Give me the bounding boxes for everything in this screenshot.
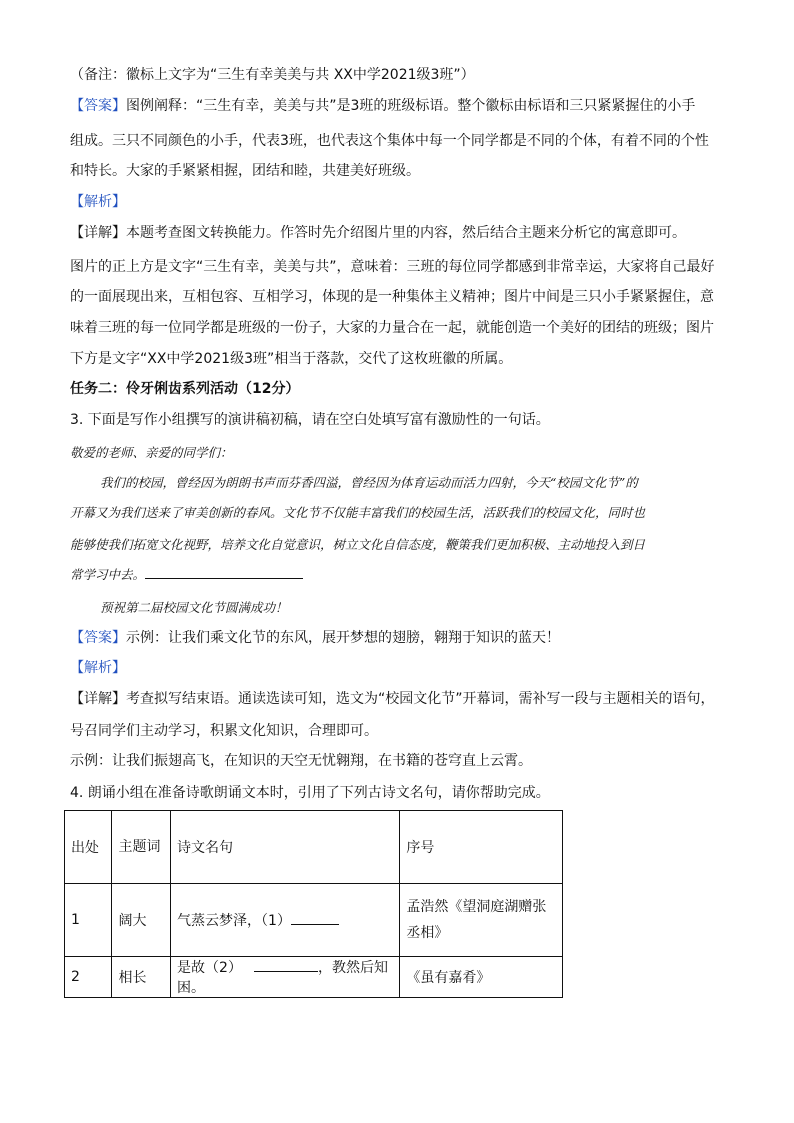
q2-analysis-tag: 【解析】 [70,194,126,210]
speech-closing: 预祝第二届校园文化节圆满成功！ [100,600,288,615]
table-row [65,957,563,998]
row-verse: 气蒸云梦泽，（1） [171,884,400,957]
q3-analysis-tag: 【解析】 [70,660,126,676]
q2-answer-line-3: 和特长。大家的手紧紧相握，团结和睦，共建美好班级。 [70,163,420,179]
detail-tag: 【详解】 [70,691,126,707]
row-number: 1 [65,884,112,957]
q4-prompt: 4. 朗诵小组在准备诗歌朗诵文本时，引用了下列古诗文名句，请你帮助完成。 [70,785,550,801]
row-number: 2 [65,957,112,998]
answer-text: 示例：让我们乘文化节的东风，展开梦想的翅膀，翱翔于知识的蓝天！ [126,630,560,646]
answer-tag: 【答案】 [70,630,126,646]
table-row [65,884,563,957]
q2-detail-line-1 [70,222,686,244]
row-theme: 阔大 [112,884,171,957]
q2-answer-line-1 [70,95,695,117]
q2-detail-line-2: 图片的正上方是文字“三生有幸，美美与共”，意味着：三班的每位同学都感到非常幸运，大家将自己最好 [70,259,715,275]
header-cell: 序号 [400,811,563,884]
table-header-row [65,811,563,884]
poetry-table [64,810,563,998]
q3-detail-line-1 [70,688,715,710]
q3-detail-line-3: 示例：让我们振翅高飞，在知识的天空无忧翱翔，在书籍的苍穹直上云霄。 [70,753,532,769]
fill-blank[interactable] [254,957,318,972]
detail-text: 考查拟写结束语。通读选读可知，选文为“校园文化节”开幕词，需补写一段与主题相关的语句， [126,691,715,707]
fill-blank[interactable] [145,564,303,579]
row-verse: 是故（2） ，教然后知困。 [171,957,400,998]
q3-answer-line [70,627,560,649]
fill-blank[interactable] [291,910,339,925]
q2-detail-line-4: 味着三班的每一位同学都是班级的一份子，大家的力量合在一起，就能创造一个美好的团结的班级；图片 [70,320,714,336]
speech-line-4 [70,564,303,586]
q3-prompt: 3. 下面是写作小组撰写的演讲稿初稿，请在空白处填写富有激励性的一句话。 [70,412,550,428]
speech-line-4-text: 常学习中去。 [70,567,146,582]
speech-line-3: 能够使我们拓宽文化视野，培养文化自觉意识，树立文化自信态度，鞭策我们更加积极、主动地投入到日 [70,537,646,552]
speech-salutation: 敬爱的老师、亲爱的同学们： [70,445,233,460]
detail-text: 本题考查图文转换能力。作答时先介绍图片里的内容，然后结合主题来分析它的寓意即可。 [126,225,686,241]
row-source: 《虽有嘉肴》 [400,957,563,998]
row-theme: 相长 [112,957,171,998]
logo-note: （备注：徽标上文字为“三生有幸美美与共 XX中学2021级3班”） [70,67,475,83]
header-cell: 主题词 [112,811,171,884]
header-cell: 诗文名句 [171,811,400,884]
row-source: 孟浩然《望洞庭湖赠张丞相》 [400,884,563,957]
header-cell: 出处 [65,811,112,884]
speech-line-1: 我们的校园，曾经因为朗朗书声而芬香四溢，曾经因为体育运动而活力四射，今天“校园文化节”的 [100,475,638,490]
answer-tag: 【答案】 [70,98,126,114]
task2-heading: 任务二：伶牙俐齿系列活动（12分） [70,381,300,397]
q2-detail-line-3: 的一面展现出来，互相包容、互相学习，体现的是一种集体主义精神；图片中间是三只小手紧紧握住，意 [70,289,714,305]
answer-text: 图例阐释：“三生有幸，美美与共”是3班的班级标语。整个徽标由标语和三只紧紧握住的小手 [126,98,696,114]
detail-tag: 【详解】 [70,225,126,241]
speech-line-2: 开幕又为我们送来了审美创新的春风。文化节不仅能丰富我们的校园生活，活跃我们的校园文化，同时也 [70,505,646,520]
q2-detail-line-5: 下方是文字“XX中学2021级3班”相当于落款，交代了这枚班徽的所属。 [70,351,513,367]
q3-detail-line-2: 号召同学们主动学习，积累文化知识，合理即可。 [70,723,378,739]
q2-answer-line-2: 组成。三只不同颜色的小手，代表3班，也代表这个集体中每一个同学都是不同的个体，有着不同的个性 [70,133,709,149]
